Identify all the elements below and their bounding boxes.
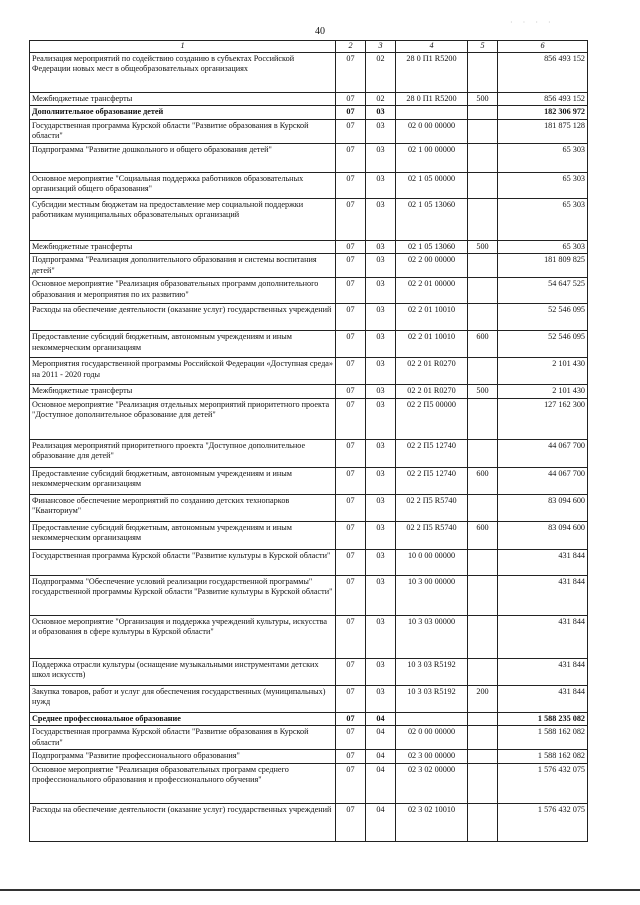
table-row	[30, 467, 588, 494]
row-name-cell: Основное мероприятие "Реализация образовательных программ дополнительного образования и мероприятия по их развитию"	[30, 278, 336, 304]
row-sum-cell: 2 101 430	[498, 358, 588, 385]
row-rz-cell: 07	[336, 92, 366, 106]
header-row	[30, 41, 588, 53]
table-row	[30, 254, 588, 278]
row-rz-cell: 07	[336, 119, 366, 143]
row-csr-cell: 10 3 03 R5192	[396, 685, 468, 712]
table-row	[30, 304, 588, 331]
table-row	[30, 750, 588, 764]
row-rz-cell: 07	[336, 304, 366, 331]
row-vr-cell	[468, 615, 498, 658]
row-name-cell: Подпрограмма "Развитие дошкольного и общего образования детей"	[30, 143, 336, 172]
row-rz-cell: 07	[336, 549, 366, 575]
row-sum-cell: 431 844	[498, 658, 588, 685]
row-pr-cell: 03	[366, 658, 396, 685]
row-csr-cell: 02 2 01 R0270	[396, 385, 468, 399]
row-vr-cell	[468, 575, 498, 615]
page-bottom-rule	[0, 889, 640, 891]
row-sum-cell: 44 067 700	[498, 439, 588, 467]
row-rz-cell: 07	[336, 172, 366, 198]
row-pr-cell: 04	[366, 763, 396, 803]
row-csr-cell: 02 0 00 00000	[396, 119, 468, 143]
row-name-cell: Государственная программа Курской области "Развитие культуры в Курской области"	[30, 549, 336, 575]
table-row	[30, 549, 588, 575]
table-row	[30, 119, 588, 143]
row-csr-cell: 02 2 П5 12740	[396, 467, 468, 494]
row-name-cell: Реализация мероприятий приоритетного проекта "Доступное дополнительное образование для детей"	[30, 439, 336, 467]
row-pr-cell: 03	[366, 685, 396, 712]
row-rz-cell: 07	[336, 278, 366, 304]
row-sum-cell: 52 546 095	[498, 304, 588, 331]
row-vr-cell	[468, 172, 498, 198]
row-rz-cell: 07	[336, 575, 366, 615]
table-row	[30, 278, 588, 304]
table-row	[30, 726, 588, 750]
row-pr-cell: 03	[366, 172, 396, 198]
table-row	[30, 385, 588, 399]
table-row	[30, 106, 588, 120]
row-rz-cell: 07	[336, 385, 366, 399]
row-rz-cell: 07	[336, 143, 366, 172]
row-pr-cell: 04	[366, 803, 396, 841]
row-rz-cell: 07	[336, 358, 366, 385]
row-sum-cell: 127 162 300	[498, 398, 588, 439]
row-pr-cell: 03	[366, 615, 396, 658]
row-pr-cell: 03	[366, 304, 396, 331]
row-pr-cell: 03	[366, 106, 396, 120]
row-name-cell: Подпрограмма "Обеспечение условий реализации государственной программы" государственной программы Курской области "Развитие культуры в Курской области"	[30, 575, 336, 615]
table-row	[30, 763, 588, 803]
table-row	[30, 712, 588, 726]
row-sum-cell: 431 844	[498, 549, 588, 575]
row-vr-cell	[468, 763, 498, 803]
row-name-cell: Реализация мероприятий по содействию созданию в субъектах Российской Федерации новых мест в общеобразовательных организациях	[30, 52, 336, 92]
table-row	[30, 398, 588, 439]
row-sum-cell: 431 844	[498, 685, 588, 712]
row-name-cell: Межбюджетные трансферты	[30, 92, 336, 106]
row-csr-cell: 02 2 П5 12740	[396, 439, 468, 467]
table-row	[30, 240, 588, 254]
row-csr-cell: 02 1 05 00000	[396, 172, 468, 198]
row-name-cell: Предоставление субсидий бюджетным, автономным учреждениям и иным некоммерческим организациям	[30, 467, 336, 494]
table-row	[30, 358, 588, 385]
row-csr-cell: 02 3 00 00000	[396, 750, 468, 764]
row-name-cell: Закупка товаров, работ и услуг для обеспечения государственных (муниципальных) нужд	[30, 685, 336, 712]
row-pr-cell: 03	[366, 398, 396, 439]
row-csr-cell: 02 2 01 00000	[396, 278, 468, 304]
page-number: 40	[315, 26, 325, 37]
row-vr-cell	[468, 658, 498, 685]
row-name-cell: Основное мероприятие "Социальная поддержка работников образовательных организаций общего образования"	[30, 172, 336, 198]
row-pr-cell: 02	[366, 92, 396, 106]
table-row	[30, 658, 588, 685]
header-cell-name: 1	[30, 41, 336, 53]
row-vr-cell	[468, 398, 498, 439]
row-rz-cell: 07	[336, 106, 366, 120]
row-sum-cell: 856 493 152	[498, 52, 588, 92]
row-name-cell: Предоставление субсидий бюджетным, автономным учреждениям и иным некоммерческим организациям	[30, 521, 336, 549]
row-pr-cell: 03	[366, 494, 396, 521]
row-name-cell: Дополнительное образование детей	[30, 106, 336, 120]
row-rz-cell: 07	[336, 52, 366, 92]
row-csr-cell: 10 3 03 R5192	[396, 658, 468, 685]
row-rz-cell: 07	[336, 615, 366, 658]
row-rz-cell: 07	[336, 398, 366, 439]
row-pr-cell: 03	[366, 240, 396, 254]
row-pr-cell: 03	[366, 278, 396, 304]
row-vr-cell	[468, 494, 498, 521]
table-row	[30, 494, 588, 521]
row-sum-cell: 1 588 162 082	[498, 750, 588, 764]
row-csr-cell: 02 2 01 R0270	[396, 358, 468, 385]
row-rz-cell: 07	[336, 439, 366, 467]
table-row	[30, 172, 588, 198]
row-csr-cell	[396, 712, 468, 726]
row-vr-cell: 600	[468, 331, 498, 358]
row-csr-cell: 10 3 00 00000	[396, 575, 468, 615]
row-csr-cell: 02 2 01 10010	[396, 304, 468, 331]
row-sum-cell: 2 101 430	[498, 385, 588, 399]
table-row	[30, 685, 588, 712]
row-pr-cell: 03	[366, 198, 396, 240]
row-csr-cell: 02 3 02 10010	[396, 803, 468, 841]
row-vr-cell	[468, 712, 498, 726]
row-sum-cell: 44 067 700	[498, 467, 588, 494]
row-csr-cell: 02 3 02 00000	[396, 763, 468, 803]
header-cell-sum: 6	[498, 41, 588, 53]
row-vr-cell: 500	[468, 240, 498, 254]
row-rz-cell: 07	[336, 198, 366, 240]
row-sum-cell: 1 576 432 075	[498, 763, 588, 803]
row-pr-cell: 03	[366, 521, 396, 549]
row-vr-cell: 600	[468, 521, 498, 549]
row-csr-cell: 02 2 П5 R5740	[396, 494, 468, 521]
row-pr-cell: 03	[366, 254, 396, 278]
row-name-cell: Основное мероприятие "Организация и поддержка учреждений культуры, искусства и образования в сфере культуры в Курской области"	[30, 615, 336, 658]
row-sum-cell: 65 303	[498, 143, 588, 172]
row-rz-cell: 07	[336, 240, 366, 254]
row-name-cell: Межбюджетные трансферты	[30, 385, 336, 399]
row-rz-cell: 07	[336, 521, 366, 549]
row-csr-cell: 02 2 П5 R5740	[396, 521, 468, 549]
table-row	[30, 52, 588, 92]
row-sum-cell: 431 844	[498, 615, 588, 658]
row-name-cell: Основное мероприятие "Реализация отдельных мероприятий приоритетного проекта "Доступное дополнительное образование для детей"	[30, 398, 336, 439]
row-sum-cell: 181 809 825	[498, 254, 588, 278]
row-name-cell: Государственная программа Курской области "Развитие образования в Курской области"	[30, 119, 336, 143]
row-sum-cell: 1 576 432 075	[498, 803, 588, 841]
row-sum-cell: 182 306 972	[498, 106, 588, 120]
row-vr-cell	[468, 549, 498, 575]
row-vr-cell	[468, 439, 498, 467]
header-cell-vr: 5	[468, 41, 498, 53]
row-sum-cell: 181 875 128	[498, 119, 588, 143]
row-rz-cell: 07	[336, 331, 366, 358]
row-vr-cell	[468, 254, 498, 278]
table-row	[30, 92, 588, 106]
row-csr-cell: 02 1 05 13060	[396, 198, 468, 240]
row-vr-cell	[468, 52, 498, 92]
row-rz-cell: 07	[336, 467, 366, 494]
table-row	[30, 198, 588, 240]
row-sum-cell: 65 303	[498, 172, 588, 198]
row-pr-cell: 03	[366, 467, 396, 494]
row-vr-cell	[468, 750, 498, 764]
row-pr-cell: 03	[366, 439, 396, 467]
table-row	[30, 439, 588, 467]
row-sum-cell: 856 493 152	[498, 92, 588, 106]
row-name-cell: Подпрограмма "Реализация дополнительного образования и системы воспитания детей"	[30, 254, 336, 278]
row-name-cell: Субсидии местным бюджетам на предоставление мер социальной поддержки работникам муниципальных образовательных организаций	[30, 198, 336, 240]
row-vr-cell	[468, 358, 498, 385]
row-rz-cell: 07	[336, 658, 366, 685]
row-vr-cell: 500	[468, 92, 498, 106]
row-csr-cell: 02 2 00 00000	[396, 254, 468, 278]
row-rz-cell: 07	[336, 803, 366, 841]
row-sum-cell: 1 588 162 082	[498, 726, 588, 750]
table-row	[30, 803, 588, 841]
row-pr-cell: 03	[366, 549, 396, 575]
row-rz-cell: 07	[336, 494, 366, 521]
row-vr-cell	[468, 278, 498, 304]
row-vr-cell	[468, 119, 498, 143]
row-name-cell: Предоставление субсидий бюджетным, автономным учреждениям и иным некоммерческим организациям	[30, 331, 336, 358]
row-sum-cell: 65 303	[498, 240, 588, 254]
row-csr-cell: 02 1 05 13060	[396, 240, 468, 254]
row-vr-cell	[468, 304, 498, 331]
header-cell-pr: 3	[366, 41, 396, 53]
row-csr-cell: 28 0 П1 R5200	[396, 52, 468, 92]
row-name-cell: Мероприятия государственной программы Российской Федерации «Доступная среда» на 2011 - 2020 годы	[30, 358, 336, 385]
row-pr-cell: 03	[366, 331, 396, 358]
row-rz-cell: 07	[336, 726, 366, 750]
row-name-cell: Поддержка отрасли культуры (оснащение музыкальными инструментами детских школ искусств)	[30, 658, 336, 685]
row-name-cell: Финансовое обеспечение мероприятий по созданию детских технопарков "Кванториум"	[30, 494, 336, 521]
row-pr-cell: 03	[366, 385, 396, 399]
row-csr-cell	[396, 106, 468, 120]
row-sum-cell: 83 094 600	[498, 521, 588, 549]
row-csr-cell: 02 2 01 10010	[396, 331, 468, 358]
row-pr-cell: 03	[366, 119, 396, 143]
table-row	[30, 575, 588, 615]
row-sum-cell: 431 844	[498, 575, 588, 615]
row-rz-cell: 07	[336, 254, 366, 278]
row-csr-cell: 02 0 00 00000	[396, 726, 468, 750]
table-row	[30, 521, 588, 549]
row-sum-cell: 54 647 525	[498, 278, 588, 304]
header-cell-csr: 4	[396, 41, 468, 53]
row-vr-cell: 200	[468, 685, 498, 712]
row-pr-cell: 04	[366, 726, 396, 750]
row-vr-cell	[468, 198, 498, 240]
scan-artifact: · · · ·	[510, 18, 555, 27]
row-csr-cell: 02 1 00 00000	[396, 143, 468, 172]
row-csr-cell: 10 0 00 00000	[396, 549, 468, 575]
row-rz-cell: 07	[336, 685, 366, 712]
row-vr-cell	[468, 726, 498, 750]
row-pr-cell: 04	[366, 750, 396, 764]
row-pr-cell: 02	[366, 52, 396, 92]
budget-table	[29, 40, 588, 842]
table-row	[30, 331, 588, 358]
row-pr-cell: 03	[366, 358, 396, 385]
row-rz-cell: 07	[336, 750, 366, 764]
row-vr-cell: 500	[468, 385, 498, 399]
row-rz-cell: 07	[336, 712, 366, 726]
row-vr-cell	[468, 143, 498, 172]
table-row	[30, 143, 588, 172]
row-sum-cell: 52 546 095	[498, 331, 588, 358]
row-pr-cell: 04	[366, 712, 396, 726]
table-row	[30, 615, 588, 658]
row-pr-cell: 03	[366, 143, 396, 172]
row-csr-cell: 28 0 П1 R5200	[396, 92, 468, 106]
row-sum-cell: 1 588 235 082	[498, 712, 588, 726]
row-name-cell: Расходы на обеспечение деятельности (оказание услуг) государственных учреждений	[30, 304, 336, 331]
row-name-cell: Государственная программа Курской области "Развитие образования в Курской области"	[30, 726, 336, 750]
row-name-cell: Подпрограмма "Развитие профессионального образования"	[30, 750, 336, 764]
row-rz-cell: 07	[336, 763, 366, 803]
row-pr-cell: 03	[366, 575, 396, 615]
row-name-cell: Основное мероприятие "Реализация образовательных программ среднего профессионального образования и профессионального обучения"	[30, 763, 336, 803]
row-sum-cell: 65 303	[498, 198, 588, 240]
header-cell-rz: 2	[336, 41, 366, 53]
row-name-cell: Межбюджетные трансферты	[30, 240, 336, 254]
row-vr-cell	[468, 106, 498, 120]
row-vr-cell: 600	[468, 467, 498, 494]
row-vr-cell	[468, 803, 498, 841]
row-name-cell: Среднее профессиональное образование	[30, 712, 336, 726]
row-sum-cell: 83 094 600	[498, 494, 588, 521]
row-csr-cell: 10 3 03 00000	[396, 615, 468, 658]
row-name-cell: Расходы на обеспечение деятельности (оказание услуг) государственных учреждений	[30, 803, 336, 841]
row-csr-cell: 02 2 П5 00000	[396, 398, 468, 439]
